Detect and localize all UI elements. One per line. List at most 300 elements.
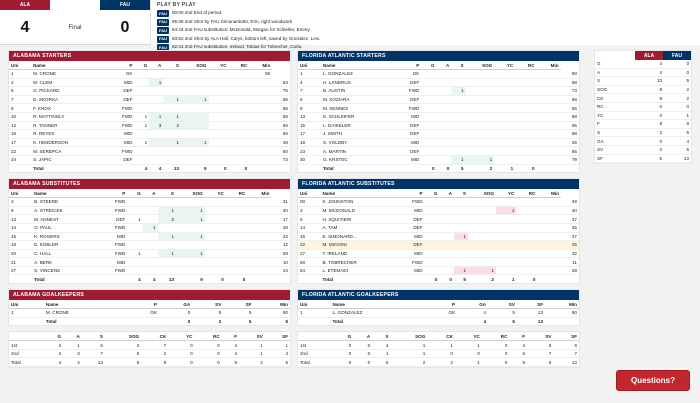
table-cell — [451, 104, 465, 113]
play-by-play-team-tag: FAU — [159, 27, 167, 33]
table-cell — [537, 223, 561, 232]
table-cell: 14 — [298, 223, 320, 232]
table-cell — [496, 266, 516, 275]
table-cell: 4 — [372, 341, 390, 350]
summary-cell: S — [595, 128, 637, 137]
column-header: SV — [527, 332, 553, 341]
table-cell: FWD — [392, 104, 421, 113]
table-cell: 5 — [527, 358, 553, 367]
summary-away-label: FAU — [663, 51, 691, 60]
table-cell: 13 — [163, 164, 181, 172]
table-cell: 24 — [271, 266, 290, 275]
table-cell: 68 — [561, 95, 579, 104]
table-cell: G. KRSTEC — [321, 155, 392, 164]
summary-row — [595, 128, 691, 137]
table-cell — [249, 164, 272, 172]
table-cell — [392, 164, 421, 172]
table-cell — [439, 241, 453, 250]
table-cell: 8 — [509, 358, 527, 367]
table-cell — [396, 275, 425, 283]
alabama-starters-title: ALABAMA STARTERS — [9, 51, 290, 61]
column-header: G — [334, 332, 354, 341]
column-header: RC — [515, 61, 536, 70]
table-header-row — [9, 61, 290, 70]
table-cell — [537, 121, 561, 130]
column-header: G — [44, 332, 63, 341]
table-cell: 6 — [105, 349, 141, 358]
table-cell — [247, 275, 271, 283]
column-header: CK — [427, 332, 455, 341]
table-cell: 5 — [265, 358, 290, 367]
summary-cell: YC — [595, 111, 637, 120]
table-cell — [466, 70, 495, 79]
table-cell: 1 — [135, 112, 150, 121]
summary-row — [595, 77, 691, 86]
table-cell — [205, 249, 226, 258]
table-cell: M. CLEM — [31, 78, 106, 87]
table-row — [298, 147, 579, 156]
table-row — [298, 155, 579, 164]
table-cell — [205, 223, 226, 232]
play-by-play-row — [157, 19, 696, 26]
column-header: SV — [239, 332, 265, 341]
table-cell: 79 — [561, 155, 579, 164]
column-header: YC — [494, 61, 515, 70]
table-cell — [439, 249, 453, 258]
table-cell: S. JAPIC — [31, 155, 106, 164]
table-cell — [127, 232, 142, 241]
table-cell: 4 — [265, 349, 290, 358]
table-cell — [468, 198, 496, 207]
table-cell: 1 — [9, 309, 44, 318]
table-cell — [537, 104, 561, 113]
table-cell — [515, 138, 536, 147]
table-cell — [205, 266, 226, 275]
column-header: YC — [455, 332, 482, 341]
table-cell: 15 — [9, 232, 32, 241]
table-cell — [421, 112, 436, 121]
table-cell — [249, 112, 272, 121]
table-cell — [226, 266, 248, 275]
table-cell — [437, 95, 452, 104]
table-cell: 5 — [9, 87, 31, 96]
table-cell — [515, 147, 536, 156]
summary-cell: 2 — [637, 128, 664, 137]
summary-cell: 0 — [664, 68, 691, 77]
table-cell: Total — [330, 317, 426, 325]
table-cell — [298, 164, 321, 172]
table-cell — [516, 232, 537, 241]
table-cell: 0 — [334, 349, 354, 358]
table-cell: DEF — [392, 147, 421, 156]
table-cell — [135, 70, 150, 79]
column-header: RC — [516, 189, 537, 198]
table-cell: 4 — [63, 358, 82, 367]
table-cell — [454, 249, 468, 258]
table-cell: 58 — [561, 78, 579, 87]
table-cell — [439, 232, 453, 241]
table-cell — [496, 215, 516, 224]
table-cell: A. TAM — [320, 223, 396, 232]
table-cell: 4 — [149, 164, 163, 172]
table-cell: 24 — [9, 155, 31, 164]
column-header: S — [454, 189, 468, 198]
table-cell — [143, 215, 158, 224]
table-cell — [9, 275, 32, 283]
table-row — [298, 249, 579, 258]
table-cell: B. STEERE — [32, 198, 98, 207]
table-cell — [229, 121, 250, 130]
table-cell — [127, 241, 142, 250]
summary-cell: 0 — [637, 137, 664, 146]
table-cell: 5 — [488, 317, 517, 325]
table-cell — [247, 223, 271, 232]
table-cell: 54 — [298, 266, 320, 275]
table-cell — [466, 147, 495, 156]
table-cell: 40 — [271, 206, 290, 215]
table-cell — [516, 198, 537, 207]
table-cell: DEF — [98, 215, 127, 224]
table-row — [9, 223, 290, 232]
table-cell: 1 — [176, 249, 205, 258]
team-summary-column — [594, 50, 692, 169]
table-cell: MID — [396, 206, 425, 215]
table-cell — [209, 155, 229, 164]
table-cell — [127, 258, 142, 267]
table-cell — [181, 112, 209, 121]
table-cell: 5 — [253, 317, 290, 325]
column-header: YC — [209, 61, 229, 70]
table-cell — [494, 78, 515, 87]
column-header: A — [63, 332, 82, 341]
table-cell: Total — [298, 358, 334, 367]
table-cell: 0 — [516, 275, 537, 283]
column-header: SOG — [468, 189, 496, 198]
table-cell — [454, 241, 468, 250]
table-cell — [437, 112, 452, 121]
table-cell — [229, 70, 250, 79]
table-cell: 0 — [482, 341, 510, 350]
table-cell — [515, 78, 536, 87]
table-cell: MID — [98, 258, 127, 267]
table-row — [298, 95, 579, 104]
table-cell — [439, 198, 453, 207]
table-cell — [466, 138, 495, 147]
table-cell — [451, 112, 465, 121]
table-cell — [537, 70, 561, 79]
table-row — [298, 309, 579, 318]
column-header: P — [392, 61, 421, 70]
table-cell — [158, 241, 176, 250]
table-cell: 3 — [63, 349, 82, 358]
table-row — [298, 349, 579, 358]
table-cell — [181, 130, 209, 139]
table-row — [298, 241, 579, 250]
table-body — [298, 341, 579, 367]
table-cell: 0 — [421, 164, 436, 172]
table-cell: 0 — [195, 358, 222, 367]
table-row — [9, 341, 290, 350]
table-cell: 65 — [561, 104, 579, 113]
table-cell — [427, 317, 457, 325]
summary-row — [595, 154, 691, 163]
table-cell: 1 — [181, 138, 209, 147]
column-header: RC — [195, 332, 222, 341]
table-row — [9, 309, 290, 318]
table-cell — [439, 206, 453, 215]
table-cell: 0 — [226, 275, 248, 283]
table-cell: 4 — [457, 309, 488, 318]
column-header: SF — [223, 300, 253, 309]
table-cell — [158, 223, 176, 232]
table-cell: 7 — [9, 95, 31, 104]
play-by-play-panel[interactable] — [150, 0, 700, 50]
table-cell — [425, 232, 440, 241]
table-cell — [247, 266, 271, 275]
column-header: SF — [265, 332, 290, 341]
table-cell: M. KOZIARA — [321, 95, 392, 104]
table-cell — [163, 70, 181, 79]
table-row — [9, 87, 290, 96]
table-row — [298, 121, 579, 130]
table-cell — [494, 112, 515, 121]
table-cell — [229, 87, 250, 96]
column-header: YC — [496, 189, 516, 198]
questions-button[interactable]: Questions? — [616, 370, 690, 391]
column-header: A — [143, 189, 158, 198]
table-cell: 17 — [9, 138, 31, 147]
team-summary-panel — [594, 50, 692, 164]
table-cell — [135, 87, 150, 96]
table-cell — [537, 95, 561, 104]
table-cell — [126, 317, 159, 325]
table-row — [298, 104, 579, 113]
table-cell — [181, 87, 209, 96]
table-cell — [537, 87, 561, 96]
table-cell — [149, 104, 163, 113]
column-header: Uni — [9, 189, 32, 198]
column-header: Uni — [298, 61, 321, 70]
table-cell: 0 — [168, 349, 194, 358]
column-header: SF — [553, 332, 579, 341]
table-cell — [515, 112, 536, 121]
table-cell: 5 — [223, 317, 253, 325]
table-cell — [516, 223, 537, 232]
table-cell: 0 — [334, 358, 354, 367]
table-row — [9, 358, 290, 367]
table-row — [9, 138, 290, 147]
table-cell: 1 — [455, 341, 482, 350]
table-cell — [454, 223, 468, 232]
table-cell: 0 — [209, 164, 229, 172]
table-cell — [9, 164, 31, 172]
table-cell: 11 — [561, 258, 579, 267]
table-cell: 28 — [561, 266, 579, 275]
table-cell: 6 — [298, 215, 320, 224]
table-cell — [451, 130, 465, 139]
table-cell: 26 — [561, 138, 579, 147]
play-by-play-row — [157, 10, 696, 17]
table-cell — [494, 147, 515, 156]
table-cell — [247, 215, 271, 224]
table-cell: DEF — [107, 95, 135, 104]
table-cell — [209, 78, 229, 87]
table-cell: Total — [31, 164, 106, 172]
table-cell — [247, 206, 271, 215]
table-cell — [537, 241, 561, 250]
table-cell: 66 — [272, 130, 290, 139]
summary-cell: SOG — [595, 85, 637, 94]
table-cell: MID — [396, 232, 425, 241]
table-row — [298, 198, 579, 207]
column-header: Name — [320, 189, 396, 198]
column-header: Name — [44, 300, 127, 309]
table-cell: O. PAUL — [32, 223, 98, 232]
alabama-goalkeepers-table — [9, 300, 290, 325]
table-cell — [494, 95, 515, 104]
column-header: G — [135, 61, 150, 70]
table-cell: E. SIMONARD... — [320, 232, 396, 241]
table-cell: 1 — [427, 341, 455, 350]
table-cell — [143, 258, 158, 267]
column-header: CK — [141, 332, 168, 341]
table-cell: 65 — [561, 147, 579, 156]
score-box-header — [0, 0, 150, 10]
column-header: GA — [159, 300, 192, 309]
table-row — [9, 147, 290, 156]
table-cell — [229, 104, 250, 113]
table-body — [298, 309, 579, 326]
table-total-row — [298, 317, 579, 325]
table-cell: 13 — [298, 112, 321, 121]
table-cell: 10 — [271, 258, 290, 267]
table-cell — [421, 104, 436, 113]
table-cell — [98, 275, 127, 283]
table-cell: H. SQUITIERI — [320, 215, 396, 224]
table-cell: FWD — [107, 121, 135, 130]
column-header: SV — [488, 300, 517, 309]
team-summary-table — [595, 60, 691, 163]
table-cell — [135, 95, 150, 104]
table-cell — [437, 87, 452, 96]
table-cell — [205, 258, 226, 267]
table-cell: 1 — [176, 232, 205, 241]
table-cell: Total — [321, 164, 392, 172]
table-cell: MID — [392, 112, 421, 121]
table-cell: D. SKORKA — [31, 95, 106, 104]
table-cell — [209, 95, 229, 104]
table-cell — [537, 164, 561, 172]
table-cell: 1 — [143, 223, 158, 232]
table-cell — [494, 155, 515, 164]
column-header: Uni — [9, 61, 31, 70]
team-summary-header — [595, 51, 691, 60]
table-cell: M. SENNES — [321, 104, 392, 113]
table-cell: 13 — [82, 358, 105, 367]
column-header: Name — [31, 61, 106, 70]
table-cell: S. VOLDBY — [321, 138, 392, 147]
table-cell — [468, 249, 496, 258]
table-cell: 2 — [158, 215, 176, 224]
table-cell — [425, 249, 440, 258]
table-cell — [158, 258, 176, 267]
table-cell: R. REYES — [31, 130, 106, 139]
summary-cell: RC — [595, 102, 637, 111]
table-cell — [537, 258, 561, 267]
table-cell — [229, 138, 250, 147]
table-cell: H. LANDRUS — [321, 78, 392, 87]
table-cell: 5 — [223, 309, 253, 318]
table-cell: B. AUSTIN — [321, 87, 392, 96]
table-row — [9, 232, 290, 241]
table-cell — [494, 70, 515, 79]
table-cell: 1 — [451, 87, 465, 96]
table-cell: 1 — [494, 164, 515, 172]
summary-row — [595, 120, 691, 129]
table-cell: FWD — [107, 104, 135, 113]
summary-cell: S — [595, 77, 637, 86]
table-cell — [209, 147, 229, 156]
table-body — [9, 341, 290, 367]
table-cell — [496, 241, 516, 250]
table-cell: 0 — [168, 341, 194, 350]
table-cell: 1st — [9, 341, 44, 350]
table-cell: 1 — [455, 358, 482, 367]
table-cell: 0 — [425, 275, 440, 283]
table-cell: 1 — [454, 266, 468, 275]
score-box — [0, 0, 150, 45]
table-cell: 0 — [195, 349, 222, 358]
table-cell — [163, 155, 181, 164]
table-cell: 1 — [135, 121, 150, 130]
table-cell: FWD — [392, 87, 421, 96]
table-cell: 7 — [553, 349, 579, 358]
table-cell: FWD — [396, 258, 425, 267]
summary-cell: F — [595, 120, 637, 129]
column-header: RC — [226, 189, 248, 198]
table-cell: 2 — [468, 275, 496, 283]
table-cell: DEF — [392, 121, 421, 130]
table-cell: 2 — [44, 341, 63, 350]
table-row — [9, 78, 290, 87]
table-cell — [226, 223, 248, 232]
column-header: Name — [321, 61, 392, 70]
table-cell: S. VINCENS — [32, 266, 98, 275]
table-row — [9, 206, 290, 215]
table-cell: 4 — [509, 341, 527, 350]
play-by-play-title: PLAY BY PLAY — [157, 2, 196, 8]
summary-row — [595, 68, 691, 77]
table-row — [298, 232, 579, 241]
summary-row — [595, 85, 691, 94]
table-cell: 1 — [468, 266, 496, 275]
play-by-play-text: 82:41 2nd FAU substitution: Ireland, Tobias for Tobrecher, Carla. — [172, 44, 303, 49]
table-cell: G. PICKARD — [31, 87, 106, 96]
table-cell: MID — [107, 78, 135, 87]
table-cell: 0 — [159, 309, 192, 318]
table-cell — [496, 223, 516, 232]
table-row — [298, 138, 579, 147]
table-cell: 12 — [9, 121, 31, 130]
florida-atlantic-column — [297, 50, 580, 373]
summary-cell: G — [595, 60, 637, 68]
table-cell — [229, 112, 250, 121]
table-cell: 66 — [272, 104, 290, 113]
table-cell: 9 — [105, 358, 141, 367]
table-cell: MID — [107, 130, 135, 139]
table-cell — [298, 317, 330, 325]
fau-goalkeepers-panel — [297, 289, 580, 326]
